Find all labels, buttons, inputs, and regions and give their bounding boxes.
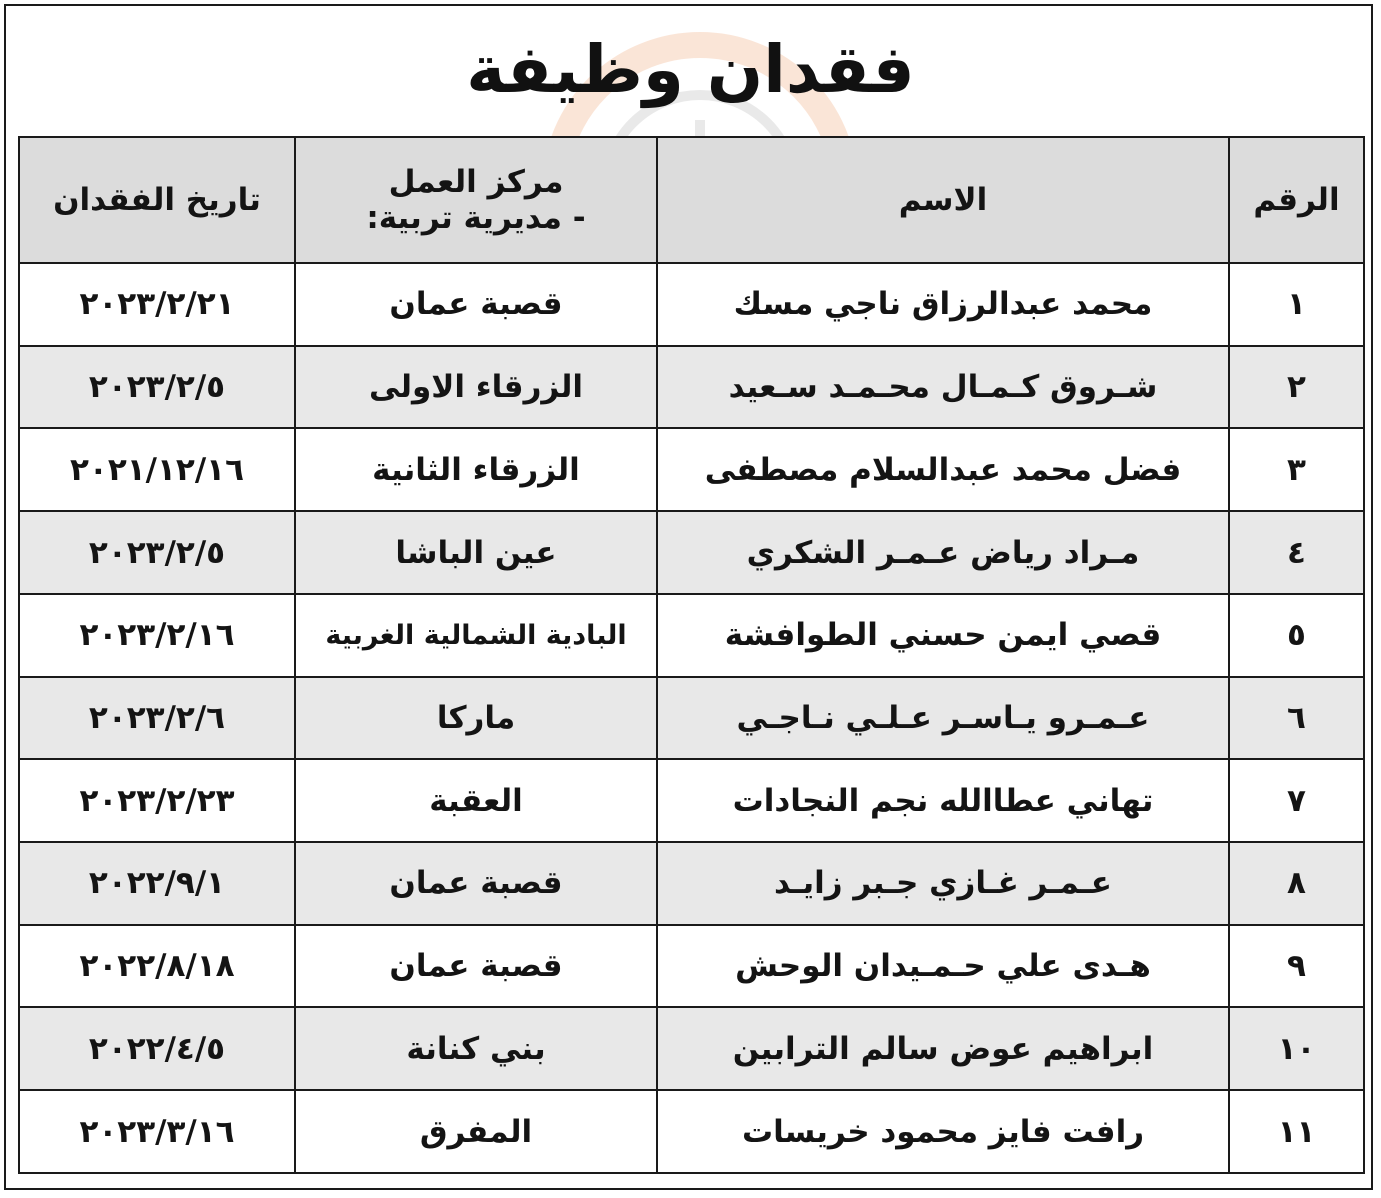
row-name: عـمـرو يـاسـر عـلـي نـاجـي	[657, 677, 1229, 760]
row-work-center: العقبة	[295, 759, 657, 842]
row-loss-date: ٢٠٢٣/٣/١٦	[19, 1090, 295, 1173]
table-row	[19, 677, 1364, 760]
row-number: ٥	[1229, 594, 1364, 677]
row-name: هـدى علي حـمـيدان الوحش	[657, 925, 1229, 1008]
row-loss-date: ٢٠٢٣/٢/٥	[19, 511, 295, 594]
row-work-center: عين الباشا	[295, 511, 657, 594]
table-row	[19, 346, 1364, 429]
row-loss-date: ٢٠٢٣/٢/٢٣	[19, 759, 295, 842]
row-loss-date: ٢٠٢٣/٢/٥	[19, 346, 295, 429]
row-number: ٩	[1229, 925, 1364, 1008]
header-name: الاسم	[657, 137, 1229, 263]
row-loss-date: ٢٠٢٢/٨/١٨	[19, 925, 295, 1008]
row-name: شـروق كـمـال محـمـد سـعيد	[657, 346, 1229, 429]
row-number: ٢	[1229, 346, 1364, 429]
row-name: قصي ايمن حسني الطوافشة	[657, 594, 1229, 677]
table-row	[19, 842, 1364, 925]
row-number: ٤	[1229, 511, 1364, 594]
row-number: ٣	[1229, 428, 1364, 511]
row-loss-date: ٢٠٢١/١٢/١٦	[19, 428, 295, 511]
header-number: الرقم	[1229, 137, 1364, 263]
row-number: ١١	[1229, 1090, 1364, 1173]
table-row	[19, 594, 1364, 677]
row-work-center: الزرقاء الاولى	[295, 346, 657, 429]
table-row	[19, 511, 1364, 594]
row-name: رافت فايز محمود خريسات	[657, 1090, 1229, 1173]
header-work-center-line2: - مديرية تربية:	[366, 200, 586, 236]
row-work-center: قصبة عمان	[295, 925, 657, 1008]
row-loss-date: ٢٠٢٣/٢/١٦	[19, 594, 295, 677]
row-loss-date: ٢٠٢٢/٤/٥	[19, 1007, 295, 1090]
row-number: ١٠	[1229, 1007, 1364, 1090]
row-work-center: المفرق	[295, 1090, 657, 1173]
row-work-center: البادية الشمالية الغربية	[295, 594, 657, 677]
table-row	[19, 1090, 1364, 1173]
row-number: ٨	[1229, 842, 1364, 925]
header-loss-date: تاريخ الفقدان	[19, 137, 295, 263]
header-work-center	[295, 137, 657, 263]
row-loss-date: ٢٠٢٢/٩/١	[19, 842, 295, 925]
row-name: مـراد رياض عـمـر الشكري	[657, 511, 1229, 594]
row-number: ١	[1229, 263, 1364, 346]
row-name: عـمـر غـازي جـبر زايـد	[657, 842, 1229, 925]
table-row	[19, 1007, 1364, 1090]
row-work-center: ماركا	[295, 677, 657, 760]
row-name: محمد عبدالرزاق ناجي مسك	[657, 263, 1229, 346]
row-work-center: بني كنانة	[295, 1007, 657, 1090]
job-loss-table	[18, 136, 1365, 1174]
row-work-center: الزرقاء الثانية	[295, 428, 657, 511]
table-row	[19, 263, 1364, 346]
row-number: ٧	[1229, 759, 1364, 842]
row-name: تهاني عطاالله نجم النجادات	[657, 759, 1229, 842]
row-name: ابراهيم عوض سالم الترابين	[657, 1007, 1229, 1090]
header-work-center-line1: مركز العمل	[388, 164, 564, 200]
row-loss-date: ٢٠٢٣/٢/٦	[19, 677, 295, 760]
page-title: فقدان وظيفة	[466, 31, 915, 108]
table-row	[19, 428, 1364, 511]
table-row	[19, 925, 1364, 1008]
row-name: فضل محمد عبدالسلام مصطفى	[657, 428, 1229, 511]
table-row	[19, 759, 1364, 842]
row-number: ٦	[1229, 677, 1364, 760]
table-header-row	[19, 137, 1364, 263]
row-work-center: قصبة عمان	[295, 263, 657, 346]
row-work-center: قصبة عمان	[295, 842, 657, 925]
row-loss-date: ٢٠٢٣/٢/٢١	[19, 263, 295, 346]
